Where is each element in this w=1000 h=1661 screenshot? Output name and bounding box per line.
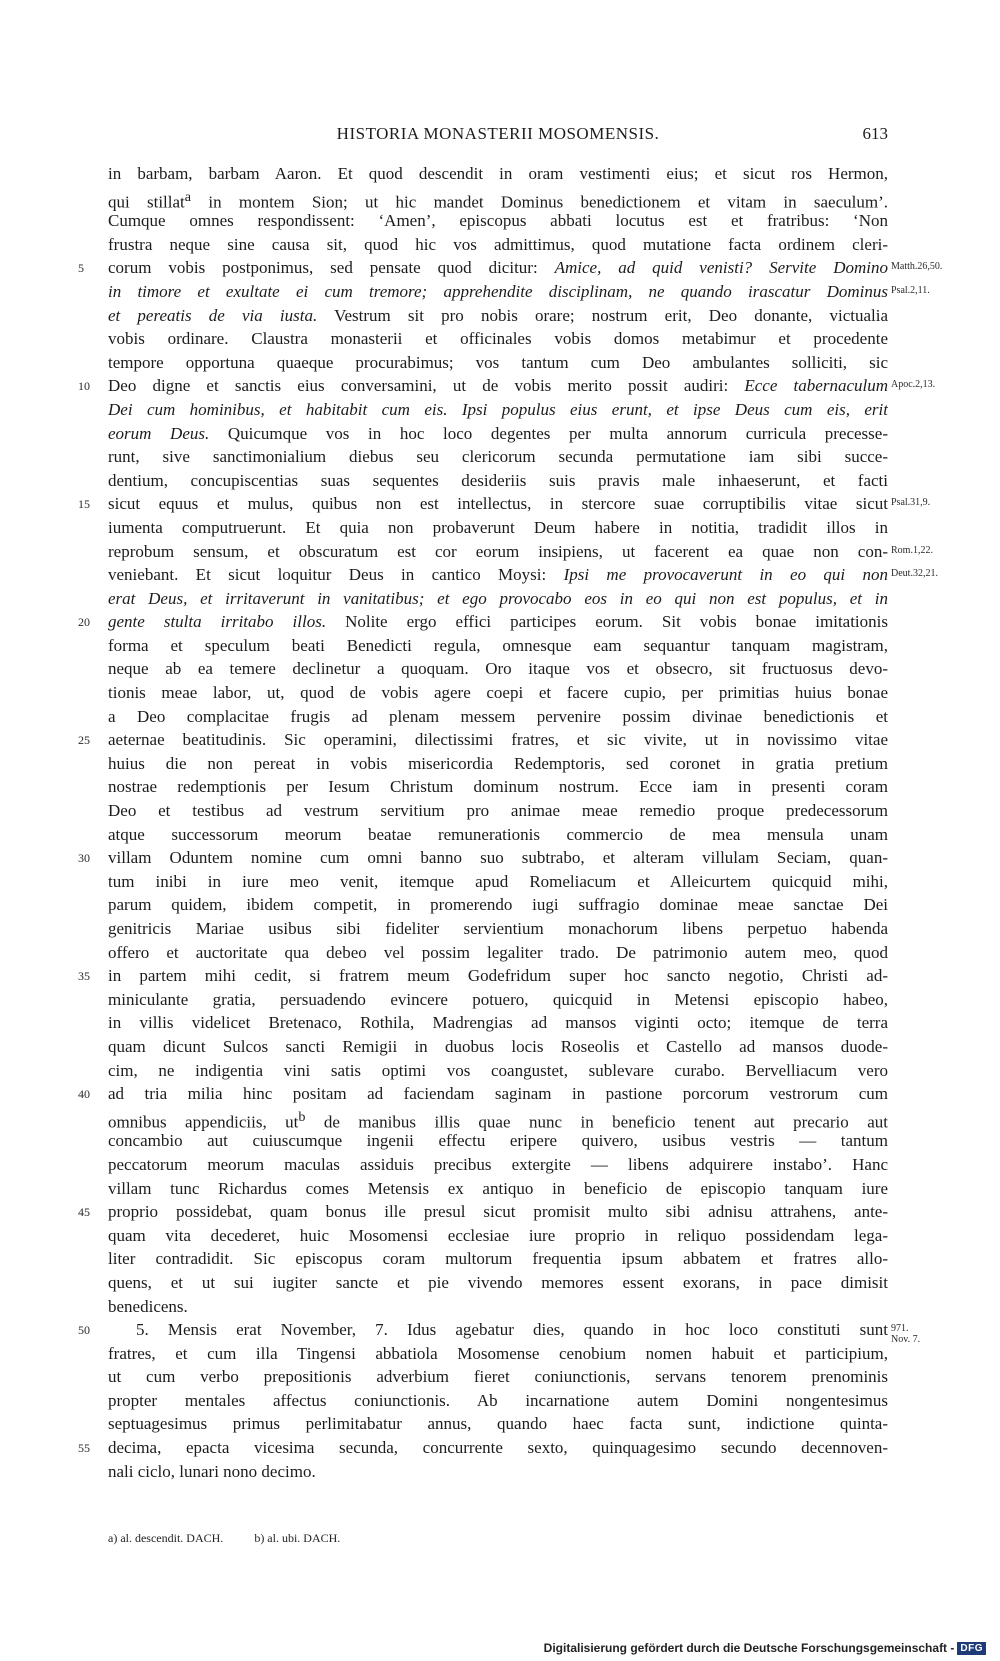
line-text: genitricis Mariae usibus sibi fideliter servientium monachorum libens perpetuo habenda xyxy=(108,919,888,938)
line-text: miniculante gratia, persuadendo evincere potuero, quicquid in Metensi episcopio habeo, xyxy=(108,989,888,1009)
line-text: cim, ne indigentia vini satis optimi vos coangustet, sublevare curabo. Bervelliacum vero xyxy=(108,1060,888,1080)
text-line xyxy=(0,304,1000,328)
line-text: in partem mihi cedit, si fratrem meum Godefridum super hoc sancto negotio, Christi ad- xyxy=(108,966,888,986)
line-text: forma et speculum beati Benedicti regula, omnesque eam sequantur tanquam magistram, xyxy=(108,635,888,655)
line-text: huius die non pereat in vobis misericordia Redemptoris, sed coronet in gratia pretium xyxy=(108,753,888,773)
line-text: neque ab ea temere declinetur a quoquam. Oro itaque vos et obsecro, sit fructuosus devo- xyxy=(108,659,888,679)
text-line xyxy=(0,469,1000,493)
line-text: in villis videlicet Bretenaco, Rothila, Madrengias ad mansos viginti octo; itemque de terra xyxy=(108,1013,888,1033)
text-line xyxy=(0,256,1000,280)
text-line xyxy=(0,492,1000,516)
line-text: veniebant. Et sicut loquitur Deus in cantico Moysi: Ipsi me provocaverunt in eo qui non xyxy=(108,565,888,585)
line-text: frustra neque sine causa sit, quod hic vos admittimus, quod mutatione facta ordinem cleri- xyxy=(108,234,888,254)
line-text: quens, et ut sui iugiter sancte et pie vivendo memores essent exorans, in pace dimisit xyxy=(108,1272,888,1292)
text-line xyxy=(0,1389,1000,1413)
marginal-reference: Deut.32,21. xyxy=(891,568,938,580)
running-title: HISTORIA MONASTERII MOSOMENSIS. xyxy=(336,124,660,143)
text-line xyxy=(0,775,1000,799)
text-line xyxy=(0,351,1000,375)
main-text-block xyxy=(0,162,1000,1483)
text-line xyxy=(0,1460,1000,1484)
text-line xyxy=(0,398,1000,422)
text-line xyxy=(0,1011,1000,1035)
line-text: propter mentales affectus coniunctionis. Ab incarnatione autem Domini nongentesimus xyxy=(108,1390,888,1410)
dfg-logo: DFG xyxy=(957,1642,986,1655)
digitization-credit xyxy=(544,1641,986,1655)
line-text: nali ciclo, lunari nono decimo. xyxy=(108,1461,316,1481)
line-number: 20 xyxy=(78,615,90,630)
text-line xyxy=(0,1082,1000,1106)
line-text: Deo digne et sanctis eius conversamini, ut de vobis merito possit audiri: Ecce tabernaculum xyxy=(108,376,888,396)
text-line xyxy=(0,1247,1000,1271)
line-text: offero et auctoritate qua debeo vel possim legaliter trado. De patrimonio autem meo, quod xyxy=(108,942,888,962)
text-line xyxy=(0,422,1000,446)
line-number: 40 xyxy=(78,1087,90,1102)
text-line xyxy=(0,1224,1000,1248)
credit-text: Digitalisierung gefördert durch die Deutsche Forschungsgemeinschaft - xyxy=(543,1641,955,1655)
text-line xyxy=(0,964,1000,988)
text-line xyxy=(0,209,1000,233)
line-number: 25 xyxy=(78,733,90,748)
marginal-reference: Psal.31,9. xyxy=(891,497,931,509)
text-line xyxy=(0,1200,1000,1224)
text-line xyxy=(0,893,1000,917)
line-text: 5. Mensis erat November, 7. Idus agebatur dies, quando in hoc loco constituti sunt xyxy=(136,1320,888,1340)
text-line xyxy=(0,705,1000,729)
text-line xyxy=(0,1177,1000,1201)
line-text: tum inibi in iure meo venit, itemque apud Romeliacum et Alleicurtem quicquid mihi, xyxy=(108,871,888,891)
text-line xyxy=(0,1129,1000,1153)
line-number: 15 xyxy=(78,497,90,512)
text-line xyxy=(0,1318,1000,1346)
text-line xyxy=(0,752,1000,776)
text-line xyxy=(0,681,1000,705)
footnote-a: a) al. descendit. DACH. xyxy=(108,1531,224,1545)
line-text: villam tunc Richardus comes Metensis ex antiquo in beneficio de episcopio tanquam iure xyxy=(108,1178,888,1198)
line-text: sicut equus et mulus, quibus non est intellectus, in stercore suae corruptibilis vitae sicut xyxy=(108,494,888,514)
line-text: villam Oduntem nomine cum omni banno suo subtrabo, et alteram villulam Seciam, quan- xyxy=(108,848,888,868)
marginal-reference: 971. Nov. 7. xyxy=(891,1323,921,1346)
line-text: Deo et testibus ad vestrum servitium pro animae meae remedio proque predecessorum xyxy=(108,801,888,821)
text-line xyxy=(0,799,1000,823)
text-line xyxy=(0,327,1000,351)
line-text: atque successorum meorum beatae remunerationis commercio de mea mensula unam xyxy=(108,824,888,844)
line-text: vobis ordinare. Claustra monasterii et officinales vobis domos metabimur et procedente xyxy=(108,329,888,349)
marginal-reference: Matth.26,50. xyxy=(891,261,943,273)
line-text: reprobum sensum, et obscuratum est cor eorum insipiens, ut facerent ea quae non con- xyxy=(108,541,888,561)
line-text: concambio aut cuiuscumque ingenii effectu eripere quivero, usibus vestris — tantum xyxy=(108,1131,888,1151)
line-text: Cumque omnes respondissent: ‘Amen’, episcopus abbati locutus est et fratribus: ‘Non xyxy=(108,211,888,231)
marginal-reference: Apoc.2,13. xyxy=(891,379,936,391)
line-number: 30 xyxy=(78,851,90,866)
line-text: tionis meae labor, ut, quod de vobis agere coepi et facere cupio, per primitias huius bonae xyxy=(108,683,888,703)
text-line xyxy=(0,823,1000,847)
text-line xyxy=(0,1295,1000,1319)
text-line xyxy=(0,540,1000,564)
footnotes xyxy=(108,1531,368,1546)
text-line xyxy=(0,1271,1000,1295)
text-line xyxy=(0,516,1000,540)
line-text: runt, sive sanctimonialium diebus seu clericorum secunda permutatione iam sibi succe- xyxy=(108,447,888,467)
text-line xyxy=(0,634,1000,658)
line-text: in timore et exultate ei cum tremore; apprehendite disciplinam, ne quando irascatur Dominus xyxy=(108,281,888,301)
running-head xyxy=(108,124,888,146)
line-number: 50 xyxy=(78,1323,90,1338)
line-text: decima, epacta vicesima secunda, concurrente sexto, quinquagesimo secundo decennoven- xyxy=(108,1438,888,1458)
line-text: liter contradidit. Sic episcopus coram multorum frequentia ipsum abbatem et fratres allo- xyxy=(108,1249,888,1269)
text-line xyxy=(0,280,1000,304)
line-text: erat Deus, et irritaverunt in vanitatibus; et ego provocabo eos in eo qui non est populus, et in xyxy=(108,588,888,608)
marginal-reference: Psal.2,11. xyxy=(891,284,930,296)
text-line xyxy=(0,1035,1000,1059)
line-text: eorum Deus. Quicumque vos in hoc loco degentes per multa annorum curricula precesse- xyxy=(108,423,888,443)
line-number: 35 xyxy=(78,969,90,984)
line-text: ad tria milia hinc positam ad faciendam saginam in pastione porcorum vestrorum cum xyxy=(108,1084,888,1104)
line-number: 5 xyxy=(78,261,84,276)
text-line xyxy=(0,1059,1000,1083)
line-text: benedicens. xyxy=(108,1296,188,1316)
text-line xyxy=(0,186,1000,210)
text-line xyxy=(0,1342,1000,1366)
line-text: in barbam, barbam Aaron. Et quod descendit in oram vestimenti eius; et sicut ros Hermon, xyxy=(108,164,888,183)
line-text: a Deo complacitae frugis ad plenam messem pervenire possim divinae benedictionis et xyxy=(108,706,888,726)
line-text: fratres, et cum illa Tingensi abbatiola Mosomense cenobium nomen habuit et participium, xyxy=(108,1343,888,1363)
line-text: ut cum verbo prepositionis adverbium fieret coniunctionis, servans tenorem prenominis xyxy=(108,1367,888,1387)
text-line xyxy=(0,445,1000,469)
footnote-b: b) al. ubi. DACH. xyxy=(254,1531,341,1545)
text-line xyxy=(0,587,1000,611)
line-text: Dei cum hominibus, et habitabit cum eis. Ipsi populus eius erunt, et ipse Deus cum eis, erit xyxy=(108,399,888,419)
text-line xyxy=(0,941,1000,965)
text-line xyxy=(0,1412,1000,1436)
line-text: aeternae beatitudinis. Sic operamini, dilectissimi fratres, et sic vivite, ut in novissimo vitae xyxy=(108,730,888,750)
line-text: et pereatis de via iusta. Vestrum sit pro nobis orare; nostrum erit, Deo donante, victualia xyxy=(108,305,888,325)
page-number: 613 xyxy=(862,124,888,143)
line-text: peccatorum meorum maculas assiduis precibus extergite — libens adquirere instabo’. Hanc xyxy=(108,1154,888,1174)
line-text: qui stillat$^a$ in montem Sion; ut hic mandet Dominus benedictionem et vitam in saeculum’. xyxy=(108,188,888,212)
text-line xyxy=(0,1153,1000,1177)
line-text: gente stulta irritabo illos. Nolite ergo effici participes eorum. Sit vobis bonae imitationis xyxy=(108,612,888,632)
text-line xyxy=(0,988,1000,1012)
line-number: 10 xyxy=(78,379,90,394)
text-line xyxy=(0,1106,1000,1130)
text-line xyxy=(0,846,1000,870)
text-line xyxy=(0,917,1000,941)
line-text: quam dicunt Sulcos sancti Remigii in duobus locis Roseolis et Castello ad mansos duode- xyxy=(108,1036,888,1056)
text-line xyxy=(0,563,1000,587)
text-line xyxy=(0,233,1000,257)
line-text: proprio possidebat, quam bonus ille presul sicut promisit multo sibi adnisu attrahens, ante- xyxy=(108,1202,888,1222)
line-text: nostrae redemptionis per Iesum Christum dominum nostrum. Ecce iam in presenti coram xyxy=(108,777,888,797)
text-line xyxy=(0,657,1000,681)
line-text: parum quidem, ibidem competit, in promerendo iugi suffragio dominae meae sanctae Dei xyxy=(108,895,888,915)
text-line xyxy=(0,374,1000,398)
line-text: tempore opportuna quaeque procurabimus; vos tantum cum Deo ambulantes solliciti, sic xyxy=(108,352,888,372)
text-line xyxy=(0,870,1000,894)
text-line xyxy=(0,610,1000,634)
line-text: dentium, concupiscentias suas sequentes desideriis suis pravis male inhaeserunt, et facti xyxy=(108,470,888,490)
line-text: septuagesimus primus perlimitabatur annus, quando haec facta sunt, indictione quinta- xyxy=(108,1414,888,1434)
line-text: corum vobis postponimus, sed pensate quod dicitur: Amice, ad quid venisti? Servite Domino xyxy=(108,258,888,278)
text-line xyxy=(0,728,1000,752)
line-text: iumenta computruerunt. Et quia non probaverunt Deum habere in notitia, tradidit illos in xyxy=(108,517,888,537)
line-number: 55 xyxy=(78,1441,90,1456)
marginal-reference: Rom.1,22. xyxy=(891,544,933,556)
text-line xyxy=(0,162,1000,186)
line-number: 45 xyxy=(78,1205,90,1220)
text-line xyxy=(0,1365,1000,1389)
text-line xyxy=(0,1436,1000,1460)
line-text: quam vita decederet, huic Mosomensi ecclesiae iure proprio in reliquo possidendam lega- xyxy=(108,1225,888,1245)
line-text: omnibus appendiciis, $ut^b$ de manibus illis quae nunc in beneficio tenent aut precario aut xyxy=(108,1108,888,1132)
